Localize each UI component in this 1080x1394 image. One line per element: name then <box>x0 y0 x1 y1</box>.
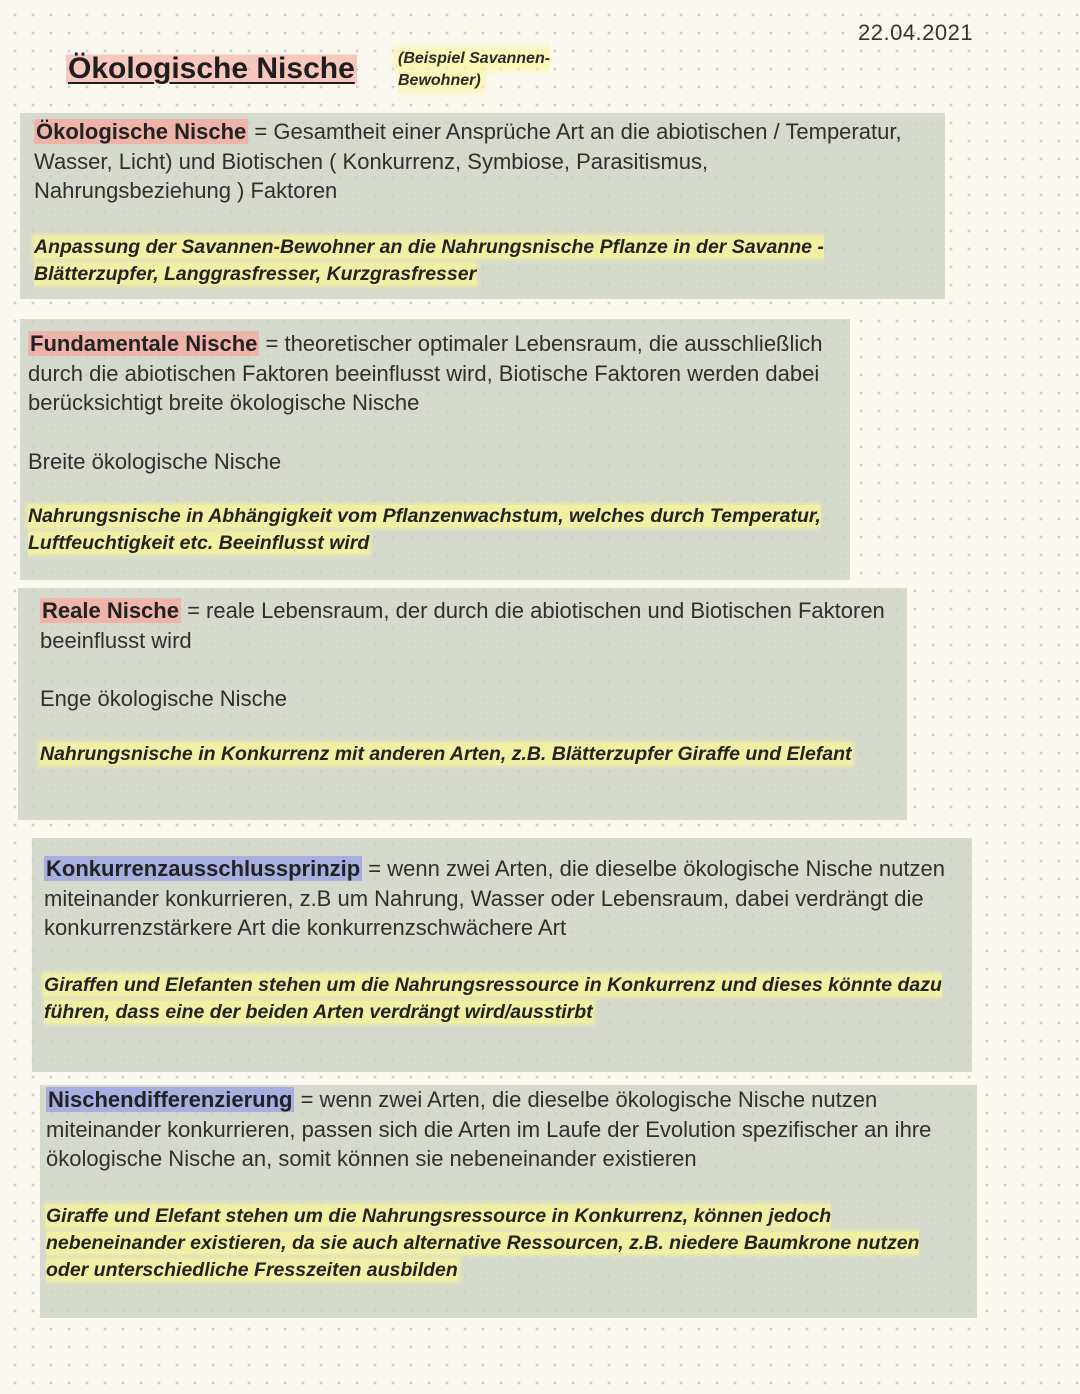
note-text: Breite ökologische Nische <box>28 448 282 474</box>
definition-text: = wenn zwei Arten, die dieselbe ökologische Nische nutzen miteinander konkurrieren, z.B um Nahrung, Wasser oder Lebensraum, dabei verdrängt die konkurrenzstärkere Art die konkurrenzschwächere Art <box>44 856 945 940</box>
example-text <box>44 972 964 1026</box>
definition-paragraph <box>46 1085 963 1174</box>
definition-paragraph <box>44 854 964 943</box>
example-text <box>46 1203 963 1284</box>
term-nischendifferenzierung: Nischendifferenzierung <box>48 1087 293 1112</box>
note-text: Enge ökologische Nische <box>40 686 288 711</box>
page-title: Ökologische Nische <box>68 52 355 85</box>
definition-text: = reale Lebensraum, der durch die abiotischen und Biotischen Faktoren beeinflusst wird <box>40 598 885 653</box>
example-highlight: Nahrungsnische in Abhängigkeit vom Pflanzenwachstum, welches durch Temperatur, Luftfeuchtigkeit etc. Beeinflusst wird <box>28 505 821 554</box>
definition-text: = Gesamtheit einer Ansprüche Art an die abiotischen / Temperatur, Wasser, Licht) und Biotischen ( Konkurrenz, Symbiose, Parasitismus, Nahrungsbeziehung ) Faktoren <box>34 119 902 203</box>
page-subtitle-text: (Beispiel Savannen-Bewohner) <box>398 50 551 89</box>
term-reale-nische: Reale Nische <box>42 598 179 623</box>
section-fundamentale-nische <box>20 319 850 580</box>
example-highlight: Giraffen und Elefanten stehen um die Nahrungsressource in Konkurrenz und dieses könnte dazu führen, dass eine der beiden Arten verdrängt wird/ausstirbt <box>44 973 942 1023</box>
example-text <box>34 234 905 288</box>
term-fundamentale-nische: Fundamentale Nische <box>30 331 258 356</box>
example-highlight: Anpassung der Savannen-Bewohner an die Nahrungsnische Pflanze in der Savanne - Blätterzupfer, Langgrasfresser, Kurzgrasfresser <box>34 235 824 285</box>
definition-text: = theoretischer optimaler Lebensraum, die ausschließlich durch die abiotischen Faktoren beeinflusst wird, Biotische Faktoren werden dabei berücksichtigt breite ökologische Nische <box>28 331 823 415</box>
date: 22.04.2021 <box>858 20 974 45</box>
example-text <box>28 503 826 557</box>
section-oekologische-nische <box>20 113 945 299</box>
term-oekologische-nische: Ökologische Nische <box>36 119 247 144</box>
definition-text: = wenn zwei Arten, die dieselbe ökologische Nische nutzen miteinander konkurrieren, passen sich die Arten im Laufe der Evolution spezifischer an ihre ökologische Nische an, somit können sie nebeneinander existieren <box>46 1087 932 1171</box>
example-text <box>40 741 887 768</box>
definition-paragraph <box>28 329 826 418</box>
definition-paragraph <box>34 117 905 206</box>
term-konkurrenzausschlussprinzip: Konkurrenzausschlussprinzip <box>46 856 361 881</box>
section-nischendifferenzierung <box>40 1085 977 1318</box>
section-reale-nische <box>18 588 907 820</box>
example-highlight: Nahrungsnische in Konkurrenz mit anderen Arten, z.B. Blätterzupfer Giraffe und Elefant <box>40 742 852 765</box>
definition-paragraph <box>40 596 887 655</box>
page-subtitle <box>398 48 598 92</box>
example-highlight: Giraffe und Elefant stehen um die Nahrungsressource in Konkurrenz, können jedoch nebeneinander existieren, da sie auch alternative Ressourcen, z.B. niedere Baumkrone nutzen oder unterschiedliche Fresszeiten ausbilden <box>46 1204 920 1281</box>
section-konkurrenzausschlussprinzip <box>32 838 972 1072</box>
